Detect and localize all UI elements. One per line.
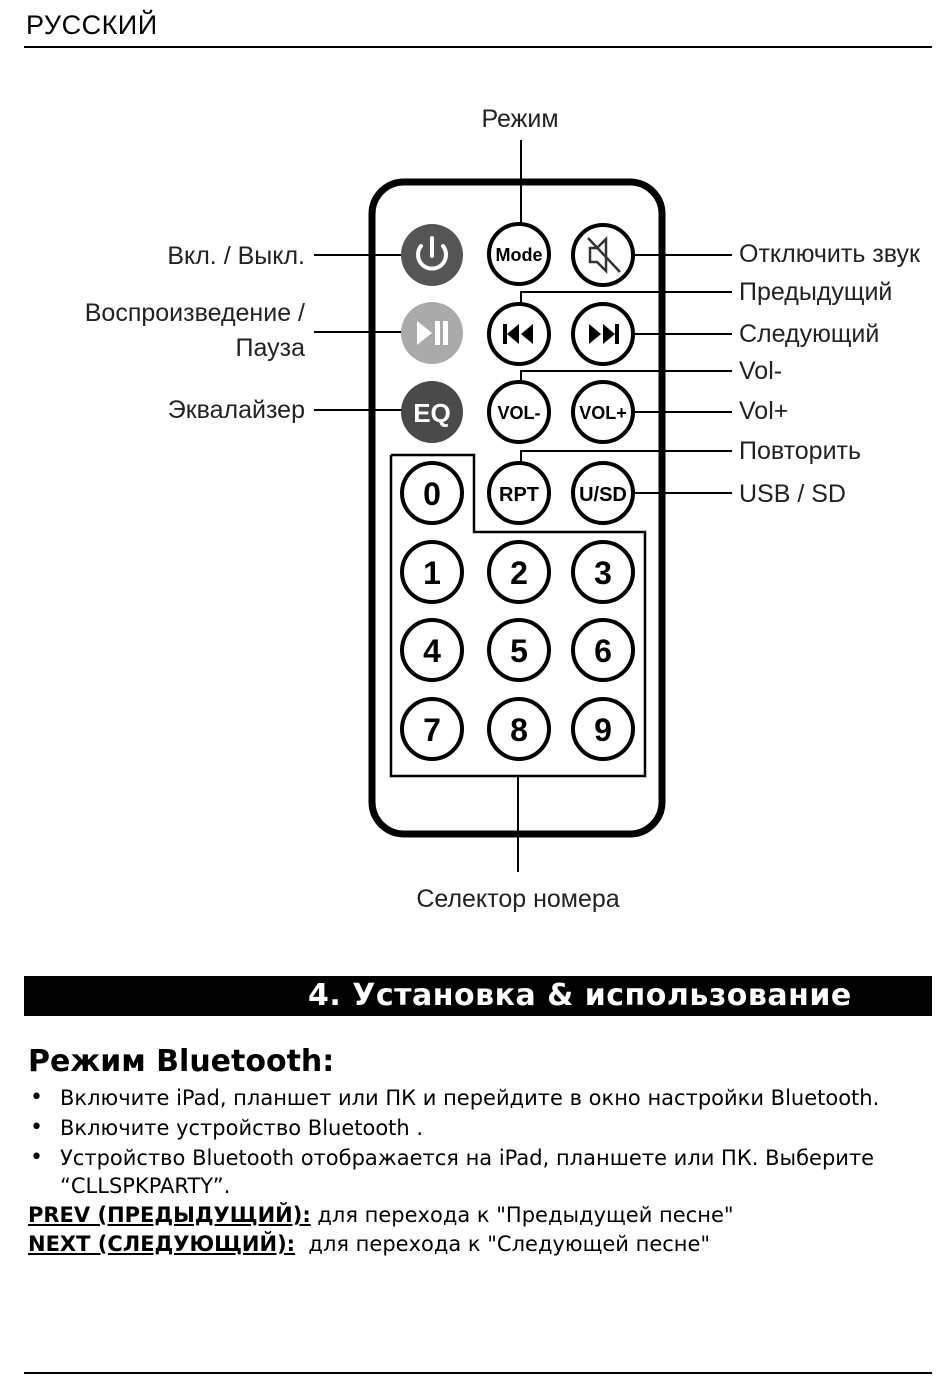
digit-0-label: 0 [423, 476, 441, 512]
digit-3-button [573, 542, 633, 602]
header-language: РУССКИЙ [26, 10, 158, 40]
label-prev: Предыдущий [739, 278, 893, 306]
mode-button-label: Mode [495, 245, 543, 265]
digit-1-button [402, 542, 462, 602]
digit-5-label: 5 [510, 633, 528, 669]
power-button [401, 224, 463, 286]
label-next: Следующий [739, 320, 880, 348]
next-button [573, 304, 633, 364]
next-key: NEXT (СЛЕДУЮЩИЙ): [28, 1232, 296, 1256]
mode-button [489, 224, 549, 284]
digit-4-label: 4 [423, 633, 441, 669]
play-pause-button [401, 302, 463, 364]
prev-description [28, 1203, 734, 1227]
vol-minus-label: VOL- [497, 403, 541, 423]
bottom-rule [24, 1372, 932, 1374]
rpt-button-label: RPT [499, 484, 539, 506]
label-power: Вкл. / Выкл. [167, 242, 305, 270]
top-rule [24, 46, 932, 48]
label-mute: Отключить звук [739, 240, 920, 268]
instruction-item: • Включите iPad, планшет или ПК и перейдите в окно настройки Bluetooth. [28, 1084, 918, 1112]
usd-button-label: U/SD [579, 484, 627, 506]
digit-9-button [573, 699, 633, 759]
digit-1-label: 1 [423, 555, 441, 591]
vol-plus-label: VOL+ [579, 403, 627, 423]
next-text: для перехода к "Следующей песне" [295, 1232, 711, 1256]
eq-button-label: EQ [413, 398, 451, 428]
prev-key: PREV (ПРЕДЫДУЩИЙ): [28, 1203, 311, 1227]
vol-minus-button [489, 382, 549, 442]
previous-button [489, 304, 549, 364]
digit-5-button [489, 620, 549, 680]
remote-control-diagram [0, 60, 950, 920]
prev-text: для перехода к "Предыдущей песне" [310, 1203, 734, 1227]
eq-button [401, 381, 463, 443]
label-number-selector: Селектор номера [416, 885, 620, 913]
digit-8-button [489, 699, 549, 759]
vol-plus-button [573, 382, 633, 442]
digit-8-label: 8 [510, 712, 528, 748]
mute-button [573, 225, 633, 285]
label-repeat: Повторить [739, 437, 862, 465]
digit-9-label: 9 [594, 712, 612, 748]
label-vol-minus: Vol- [739, 357, 783, 385]
digit-2-button [489, 542, 549, 602]
usd-button [573, 463, 633, 523]
digit-3-label: 3 [594, 555, 612, 591]
instruction-list [28, 1084, 918, 1202]
digit-7-label: 7 [423, 712, 441, 748]
bluetooth-mode-heading: Режим Bluetooth: [28, 1044, 335, 1079]
digit-7-button [402, 699, 462, 759]
instruction-item: • Устройство Bluetooth отображается на iPad, планшете или ПК. Выберите “CLLSPKPARTY”. [28, 1144, 918, 1200]
label-play-pause-2: Пауза [235, 334, 305, 362]
rpt-button [489, 463, 549, 523]
label-mode: Режим [481, 105, 559, 133]
section-title: 4. Установка & использование [308, 978, 852, 1013]
label-usb-sd: USB / SD [739, 480, 846, 508]
label-eq: Эквалайзер [167, 396, 305, 424]
label-play-pause-1: Воспроизведение / [84, 299, 305, 327]
digit-6-label: 6 [594, 633, 612, 669]
digit-2-label: 2 [510, 555, 528, 591]
digit-0-button [402, 463, 462, 523]
digit-4-button [402, 620, 462, 680]
instruction-item: • Включите устройство Bluetooth . [28, 1114, 918, 1142]
next-description [28, 1232, 710, 1256]
digit-6-button [573, 620, 633, 680]
label-vol-plus: Vol+ [739, 397, 789, 425]
